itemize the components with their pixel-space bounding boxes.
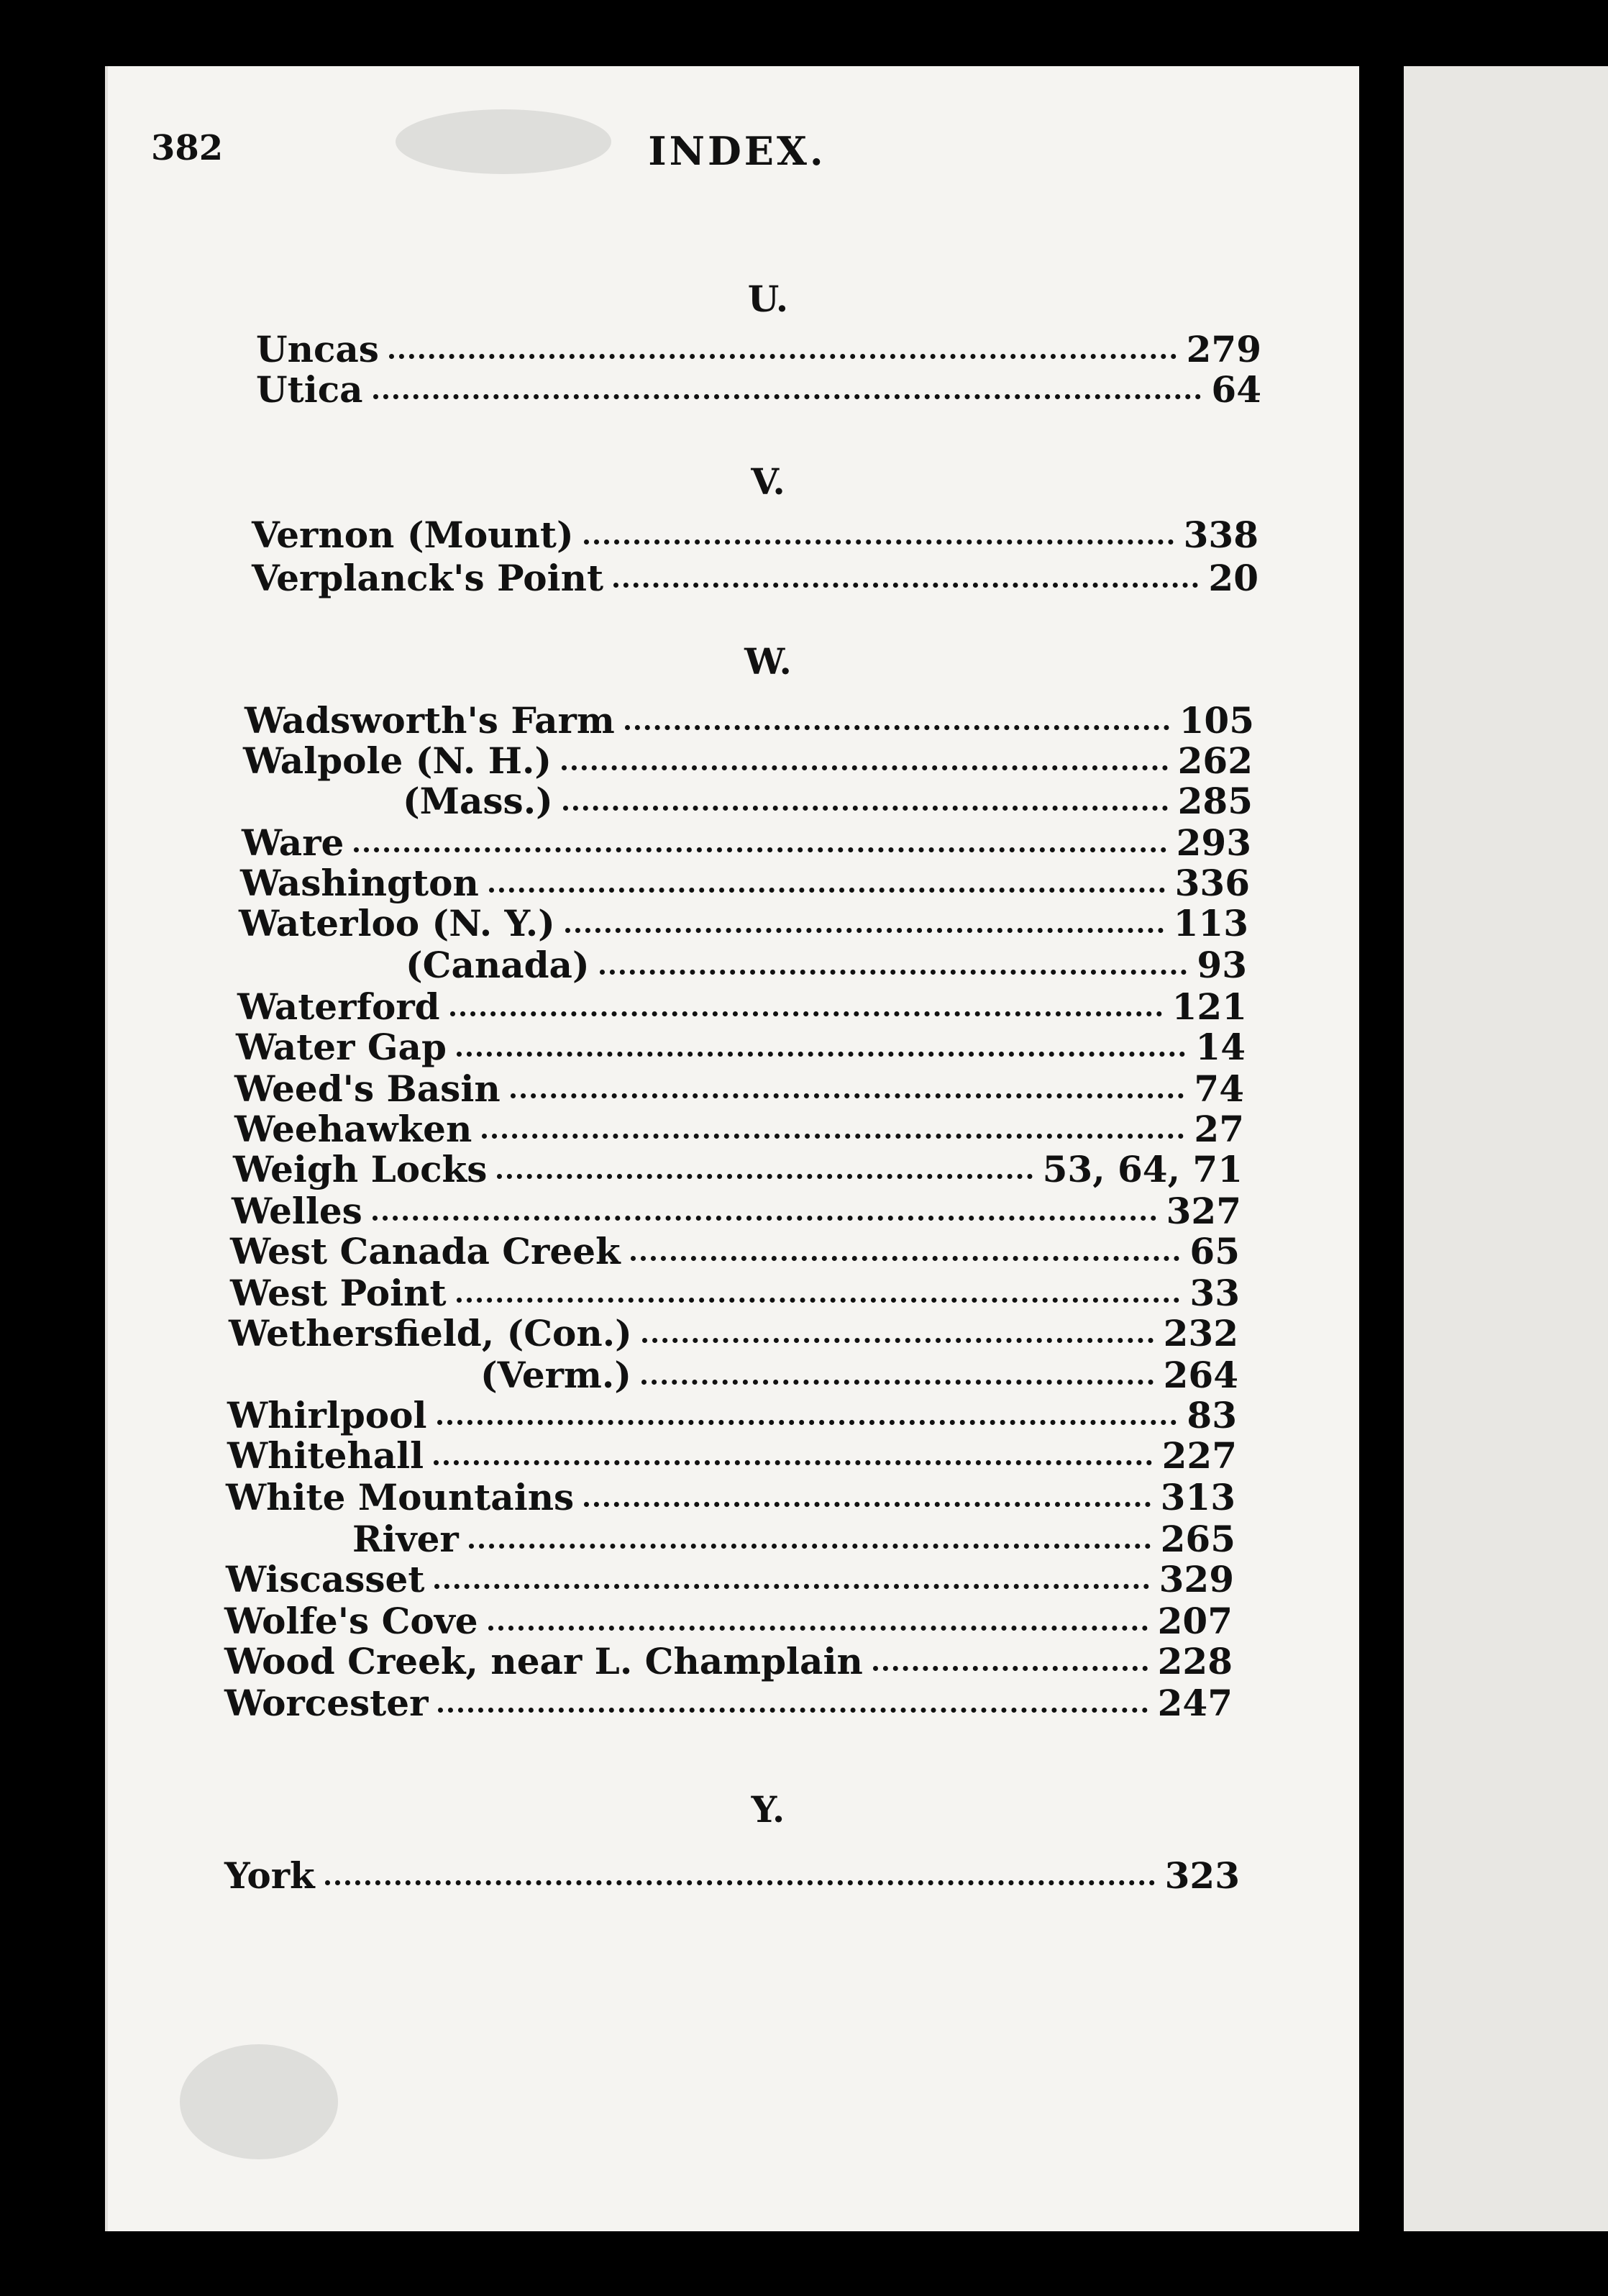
index-entry — [252, 558, 1258, 598]
dot-leader — [437, 1420, 1177, 1425]
entry-term: White Mountains — [226, 1476, 575, 1518]
entry-pages: 65 — [1189, 1230, 1240, 1272]
entry-term: Whirlpool — [227, 1394, 427, 1436]
index-entry — [352, 1519, 1235, 1559]
entry-pages: 313 — [1160, 1476, 1235, 1518]
index-entry — [256, 370, 1261, 410]
index-entry — [242, 823, 1251, 863]
index-entry — [233, 1149, 1243, 1190]
dot-leader — [434, 1460, 1151, 1465]
index-entry — [226, 1477, 1235, 1518]
index-entry — [229, 1313, 1238, 1354]
entry-pages: 227 — [1161, 1434, 1237, 1477]
entry-pages: 262 — [1177, 739, 1253, 782]
dot-leader — [625, 725, 1169, 730]
index-entry — [237, 987, 1247, 1027]
dot-leader — [457, 1052, 1185, 1057]
entry-pages: 228 — [1157, 1640, 1233, 1682]
section-letter: W. — [744, 640, 792, 683]
dot-leader — [584, 1502, 1150, 1507]
dot-leader — [497, 1174, 1032, 1179]
entry-term: (Canada) — [406, 944, 590, 986]
entry-term: Wood Creek, near L. Champlain — [224, 1640, 863, 1682]
index-entry — [239, 903, 1248, 944]
dot-leader — [873, 1666, 1148, 1671]
entry-pages: 336 — [1174, 862, 1250, 904]
entry-term: Wadsworth's Farm — [245, 699, 615, 742]
dot-leader — [642, 1338, 1154, 1343]
entry-pages: 264 — [1163, 1354, 1238, 1396]
entry-term: Welles — [232, 1190, 362, 1232]
entry-term: Utica — [256, 368, 363, 411]
section-letter: Y. — [751, 1788, 785, 1831]
adjacent-page — [1404, 66, 1608, 2231]
dot-leader — [562, 765, 1168, 770]
entry-term: Vernon (Mount) — [252, 514, 574, 556]
entry-pages: 113 — [1173, 902, 1248, 944]
index-entry — [224, 1601, 1233, 1641]
index-entry — [256, 329, 1261, 370]
dot-leader — [641, 1380, 1154, 1385]
entry-pages: 285 — [1177, 780, 1253, 822]
index-entry — [227, 1436, 1237, 1476]
index-entry — [243, 741, 1253, 781]
entry-pages: 53, 64, 71 — [1042, 1148, 1243, 1190]
entry-term: Water Gap — [236, 1026, 447, 1068]
dot-leader — [389, 354, 1177, 359]
entry-term: Walpole (N. H.) — [243, 739, 552, 782]
index-entry — [403, 781, 1253, 821]
entry-pages: 232 — [1163, 1312, 1238, 1354]
index-entry — [224, 1683, 1233, 1723]
dot-leader — [584, 539, 1174, 545]
entry-term: Waterloo (N. Y.) — [239, 902, 555, 944]
section-letter: U. — [747, 278, 789, 320]
entry-term: Waterford — [237, 985, 440, 1028]
entry-term: Uncas — [256, 328, 379, 370]
entry-pages: 14 — [1195, 1026, 1246, 1068]
page-number: 382 — [151, 128, 224, 168]
entry-pages: 293 — [1176, 821, 1251, 864]
entry-term: (Verm.) — [480, 1354, 631, 1396]
entry-pages: 20 — [1208, 557, 1258, 599]
index-entry — [230, 1273, 1240, 1313]
index-entry — [224, 1641, 1233, 1682]
entry-pages: 105 — [1179, 699, 1254, 742]
index-entry — [252, 515, 1258, 555]
entry-term: Ware — [242, 821, 344, 864]
entry-term: Weehawken — [234, 1108, 472, 1150]
entry-pages: 329 — [1159, 1558, 1234, 1600]
index-entry — [245, 701, 1254, 741]
entry-term: Wolfe's Cove — [224, 1600, 478, 1642]
entry-term: York — [224, 1854, 315, 1897]
entry-pages: 338 — [1183, 514, 1258, 556]
index-entry — [227, 1395, 1237, 1436]
entry-term: Washington — [240, 862, 479, 904]
dot-leader — [469, 1544, 1151, 1549]
entry-term: (Mass.) — [403, 780, 553, 822]
section-letter: V. — [751, 460, 785, 503]
entry-pages: 121 — [1171, 985, 1247, 1028]
entry-term: Weed's Basin — [234, 1067, 501, 1110]
entry-term: West Point — [230, 1272, 447, 1314]
index-entry — [234, 1109, 1244, 1149]
dot-leader — [631, 1256, 1180, 1261]
dot-leader — [438, 1708, 1147, 1713]
index-entry — [480, 1355, 1238, 1395]
entry-term: River — [352, 1518, 459, 1560]
dot-leader — [325, 1880, 1155, 1885]
entry-pages: 93 — [1197, 944, 1247, 986]
dot-leader — [565, 928, 1164, 933]
index-entry — [406, 945, 1247, 985]
index-entry — [236, 1027, 1246, 1067]
entry-term: West Canada Creek — [230, 1230, 621, 1272]
dot-leader — [434, 1584, 1148, 1589]
page-stain — [180, 2044, 338, 2159]
entry-pages: 247 — [1157, 1682, 1233, 1724]
dot-leader — [489, 888, 1165, 893]
dot-leader — [600, 970, 1187, 975]
entry-pages: 27 — [1194, 1108, 1244, 1150]
index-entry — [232, 1191, 1241, 1231]
dot-leader — [450, 1011, 1162, 1016]
entry-pages: 33 — [1189, 1272, 1240, 1314]
dot-leader — [482, 1134, 1184, 1139]
entry-term: Weigh Locks — [233, 1148, 488, 1190]
dot-leader — [373, 1216, 1156, 1221]
dot-leader — [373, 394, 1202, 399]
entry-term: Wethersfield, (Con.) — [229, 1312, 632, 1354]
dot-leader — [613, 583, 1198, 588]
entry-pages: 279 — [1186, 328, 1261, 370]
entry-pages: 323 — [1164, 1854, 1240, 1897]
entry-term: Worcester — [224, 1682, 429, 1724]
dot-leader — [457, 1298, 1180, 1303]
index-entry — [240, 863, 1250, 903]
page-header — [0, 128, 1608, 193]
entry-pages: 207 — [1157, 1600, 1233, 1642]
index-entry — [224, 1856, 1240, 1896]
entry-pages: 327 — [1166, 1190, 1241, 1232]
entry-pages: 74 — [1194, 1067, 1244, 1110]
dot-leader — [511, 1093, 1184, 1098]
entry-pages: 83 — [1187, 1394, 1237, 1436]
dot-leader — [354, 847, 1166, 852]
entry-pages: 64 — [1211, 368, 1261, 411]
index-entry — [230, 1231, 1240, 1272]
page-title: INDEX. — [648, 128, 826, 174]
dot-leader — [488, 1626, 1148, 1631]
entry-term: Whitehall — [227, 1434, 424, 1477]
entry-term: Verplanck's Point — [252, 557, 604, 599]
entry-pages: 265 — [1160, 1518, 1235, 1560]
index-entry — [234, 1069, 1244, 1109]
entry-term: Wiscasset — [226, 1558, 425, 1600]
index-entry — [226, 1559, 1234, 1600]
dot-leader — [563, 806, 1168, 811]
